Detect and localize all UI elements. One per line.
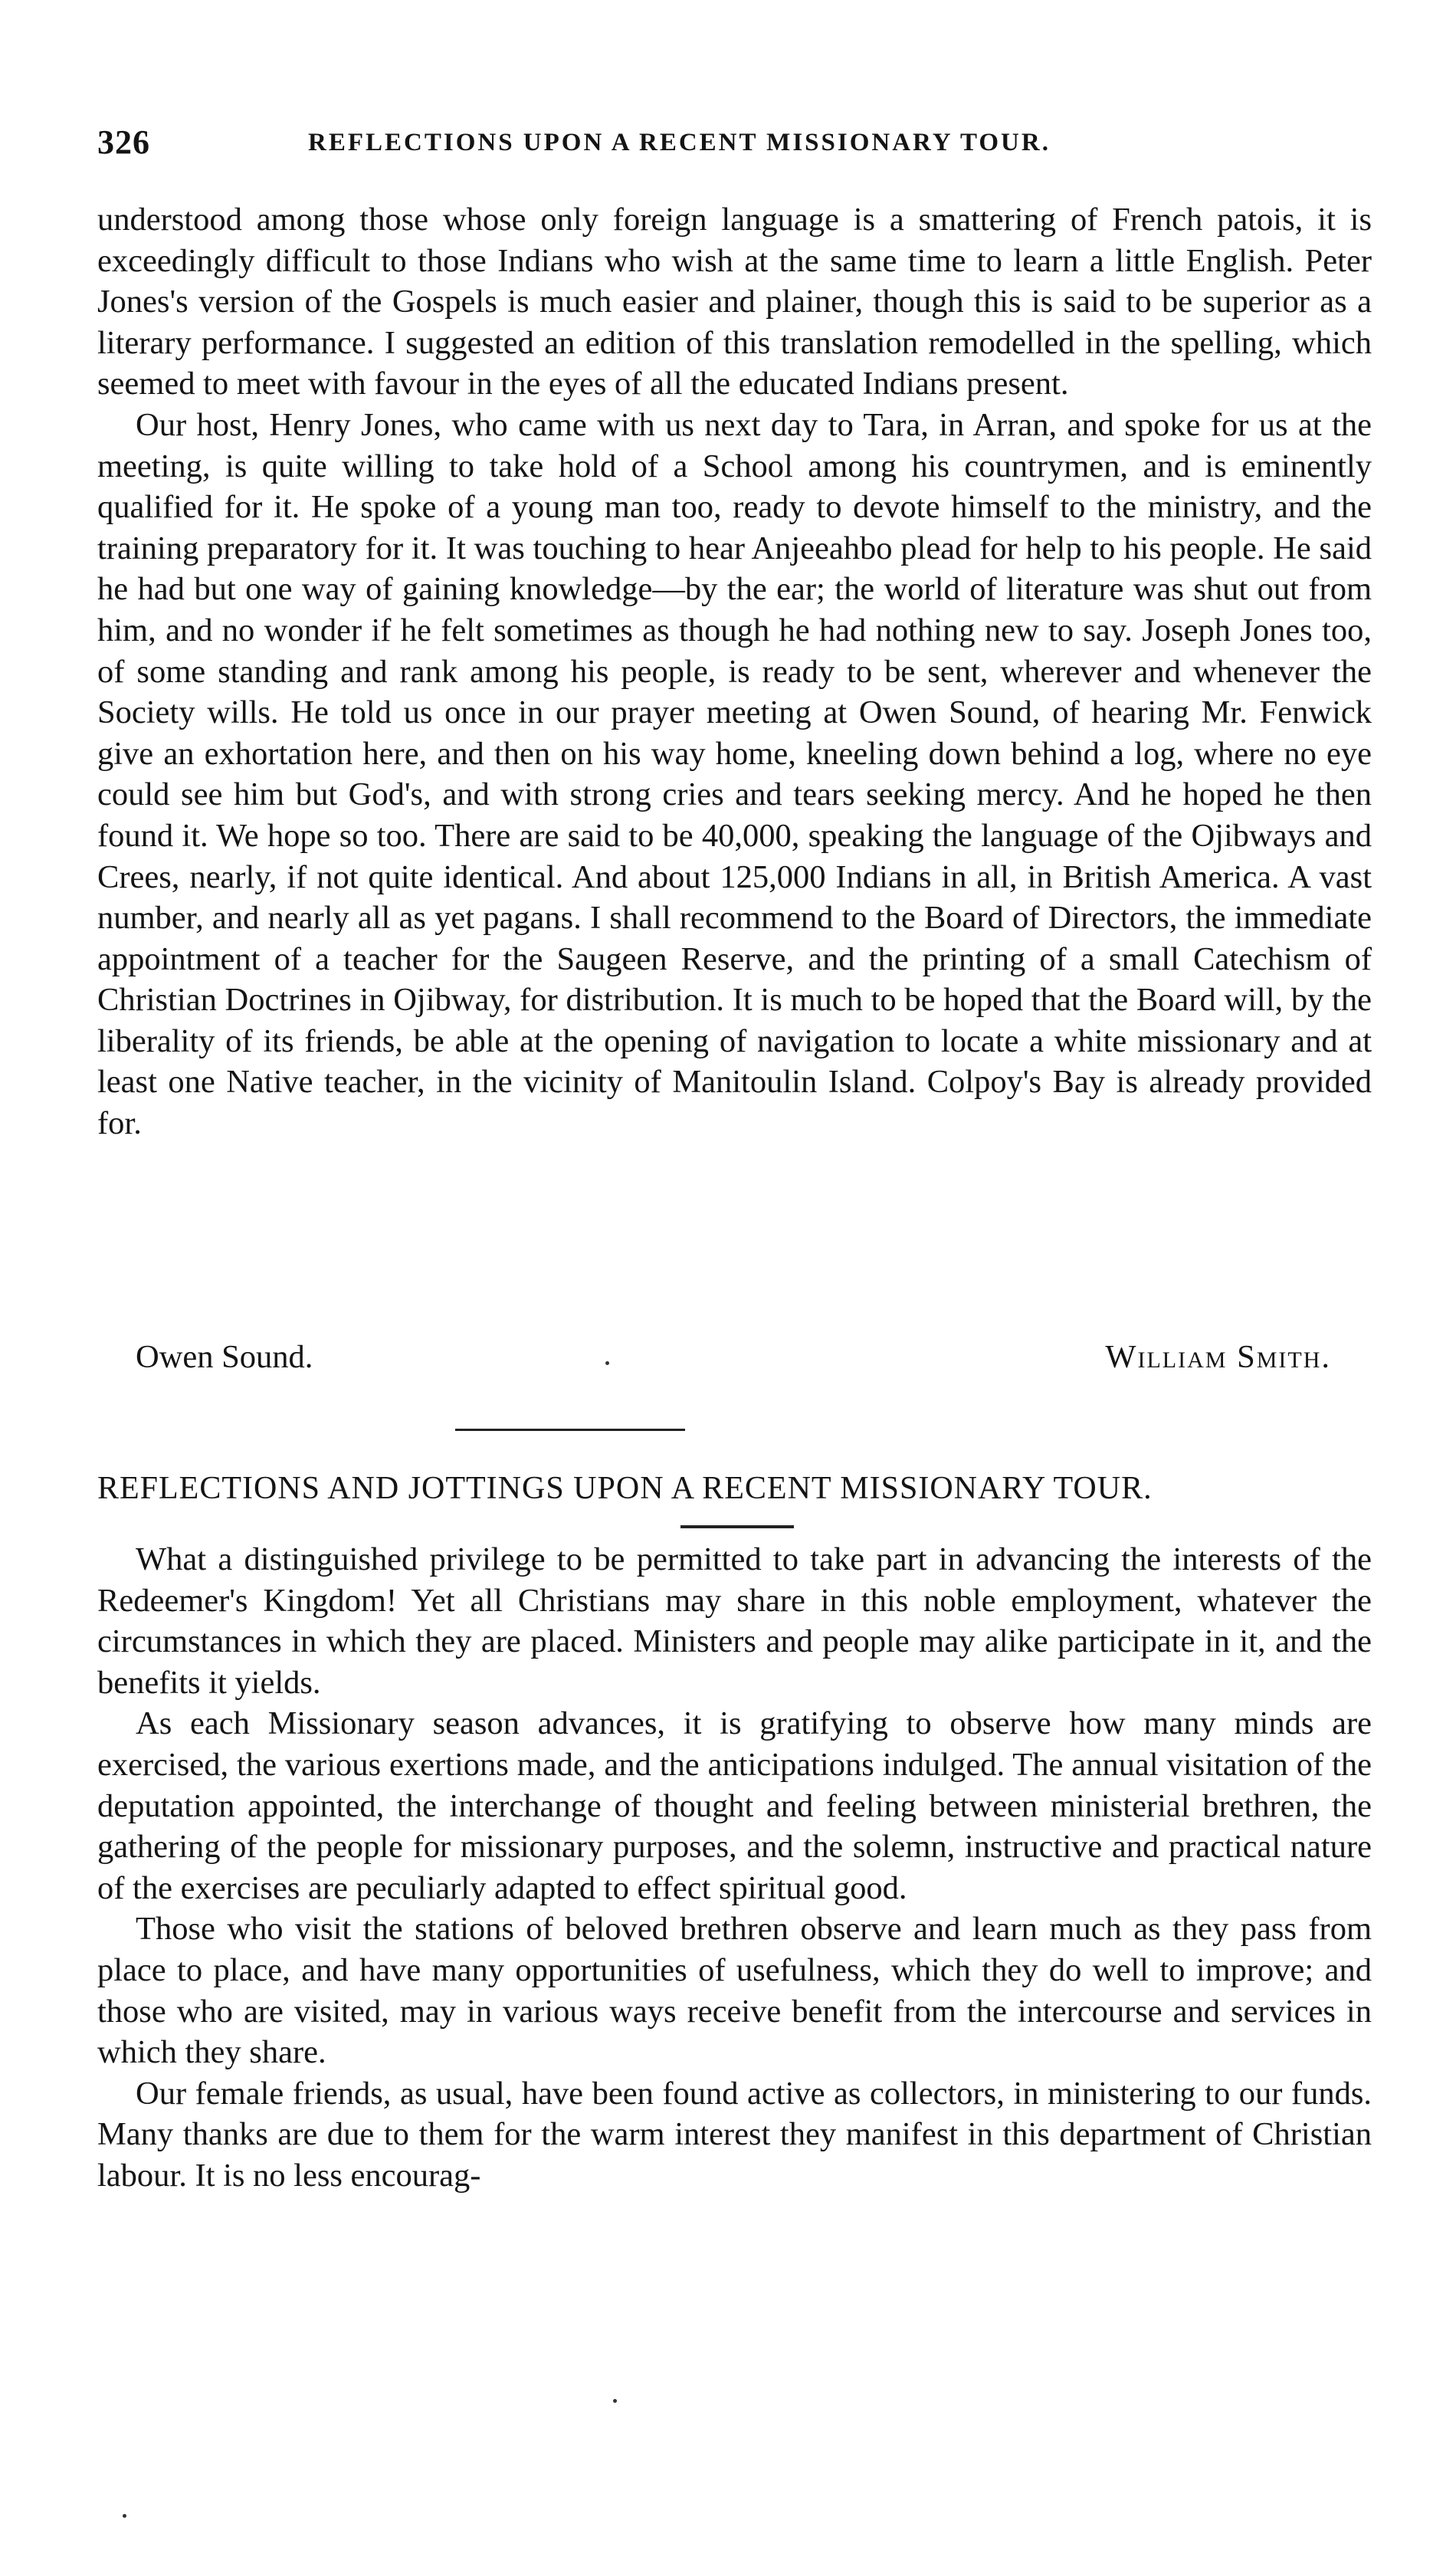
paper-speck [123, 2514, 126, 2518]
article-paragraph: As each Missionary season advances, it is gratifying to observe how many minds are exercised, the various exertions made, and the anticipations indulged. The annual visitation of the deputation appointed, the interchange of thought and feeling between ministerial brethren, the gathering of the people for missionary purposes, and the solemn, instructive and practical nature of the exercises are peculiarly adapted to effect spiritual good. [97, 1705, 1372, 1906]
letter-paragraph: understood among those whose only foreign language is a smattering of French patois, it is exceedingly difficult to those Indians who wish at the same time to learn a little English. Peter Jones's version of the Gospels is much easier and plainer, though this is said to be superior as a literary performance. I suggested an edition of this translation remodelled in the spelling, which seemed to meet with favour in the eyes of all the educated Indians present. [97, 202, 1372, 402]
article-body [97, 1539, 1372, 2197]
article-paragraph: Those who visit the stations of beloved brethren observe and learn much as they pass from place to place, and have many opportunities of usefulness, which they do well to improve; and those who are visited, may in various ways receive benefit from the intercourse and services in which they share. [97, 1911, 1372, 2071]
paper-speck [605, 1361, 609, 1365]
running-title: REFLECTIONS UPON A RECENT MISSIONARY TOUR. [308, 129, 1051, 156]
letter-signature-line [136, 1338, 1331, 1381]
section-divider [455, 1429, 685, 1431]
article-paragraph: Our female friends, as usual, have been found active as collectors, in ministering to our funds. Many thanks are due to them for the warm interest they manifest in this department of Christian labour. It is no less encourag- [97, 2075, 1372, 2194]
paper-speck [613, 2399, 617, 2403]
running-head [97, 123, 1369, 169]
page-number: 326 [97, 123, 150, 161]
letter-place: Owen Sound. [136, 1339, 313, 1375]
letter-signature: William Smith. [1105, 1339, 1331, 1375]
letter-body [97, 199, 1372, 1144]
article-heading: REFLECTIONS AND JOTTINGS UPON A RECENT MISSIONARY TOUR. [97, 1471, 1153, 1506]
heading-underline [680, 1525, 794, 1528]
article-paragraph: What a distinguished privilege to be permitted to take part in advancing the interests of the Redeemer's Kingdom! Yet all Christians may share in this noble employment, whatever the circumstances in which they are placed. Ministers and people may alike participate in it, and the benefits it yields. [97, 1541, 1372, 1701]
letter-paragraph: Our host, Henry Jones, who came with us next day to Tara, in Arran, and spoke for us at the meeting, is quite willing to take hold of a School among his countrymen, and is eminently qualified for it. He spoke of a young man too, ready to devote himself to the ministry, and the training preparatory for it. It was touching to hear Anjeeahbo plead for help to his people. He said he had but one way of gaining knowledge—by the ear; the world of literature was shut out from him, and no wonder if he felt sometimes as though he had nothing new to say. Joseph Jones too, of some standing and rank among his people, is ready to be sent, wherever and whenever the Society wills. He told us once in our prayer meeting at Owen Sound, of hearing Mr. Fenwick give an exhortation here, and then on his way home, kneeling down behind a log, where no eye could see him but God's, and with strong cries and tears seeking mercy. And he hoped he then found it. We hope so too. There are said to be 40,000, speaking the language of the Ojibways and Crees, nearly, if not quite identical. And about 125,000 Indians in all, in British America. A vast number, and nearly all as yet pagans. I shall recommend to the Board of Directors, the immediate appointment of a teacher for the Saugeen Reserve, and the printing of a small Catechism of Christian Doctrines in Ojibway, for distribution. It is much to be hoped that the Board will, by the liberality of its friends, be able at the opening of navigation to locate a white missionary and at least one Native teacher, in the vicinity of Manitoulin Island. Colpoy's Bay is already provided for. [97, 406, 1372, 1142]
